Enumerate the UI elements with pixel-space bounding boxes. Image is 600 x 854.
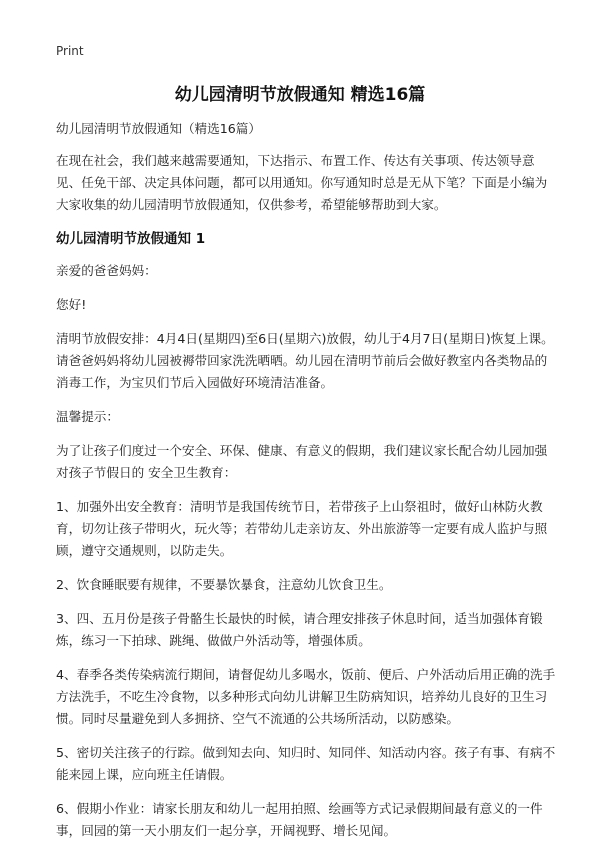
list-item: 4、春季各类传染病流行期间，请督促幼儿多喝水，饭前、便后、户外活动后用正确的洗手方法洗手，不吃生冷食物，以多种形式向幼儿讲解卫生防病知识，培养幼儿良好的卫生习惯。同时尽量避免到人多拥挤、空气不流通的公共场所活动，以防感染。 [56, 667, 556, 726]
list-item: 5、密切关注孩子的行踪。做到知去向、知归时、知同伴、知活动内容。孩子有事、有病不能来园上课，应向班主任请假。 [56, 745, 556, 782]
tips-intro-paragraph: 为了让孩子们度过一个安全、环保、健康、有意义的假期，我们建议家长配合幼儿园加强对孩子节假日的 安全卫生教育： [56, 443, 548, 480]
schedule-paragraph: 清明节放假安排：4月4日(星期四)至6日(星期六)放假，幼儿于4月7日(星期日)恢复上课。请爸爸妈妈将幼儿园被褥带回家洗洗晒晒。幼儿园在清明节前后会做好教室内各类物品的消毒工作，为宝贝们节后入园做好环境清洁准备。 [56, 331, 554, 390]
tips-label: 温馨提示： [56, 409, 119, 424]
intro-paragraph: 在现在社会，我们越来越需要通知，下达指示、布置工作、传达有关事项、传达领导意见、任免干部、决定具体问题，都可以用通知。你写通知时总是无从下笔？下面是小编为大家收集的幼儿园清明节放假通知，仅供参考，希望能够帮助到大家。 [56, 153, 548, 212]
list-item: 2、饮食睡眠要有规律，不要暴饮暴食，注意幼儿饮食卫生。 [56, 577, 392, 592]
document-subtitle: 幼儿园清明节放假通知（精选16篇） [56, 121, 261, 136]
list-item: 1、加强外出安全教育：清明节是我国传统节日，若带孩子上山祭祖时，做好山林防火教育，切勿让孩子带明火，玩火等；若带幼儿走亲访友、外出旅游等一定要有成人监护与照顾，遵守交通规则，以防走失。 [56, 499, 548, 558]
print-label[interactable]: Print [56, 44, 84, 58]
list-item: 3、四、五月份是孩子骨骼生长最快的时候，请合理安排孩子休息时间，适当加强体育锻炼，练习一下拍球、跳绳、做做户外活动等，增强体质。 [56, 611, 543, 648]
list-item: 6、假期小作业：请家长朋友和幼儿一起用拍照、绘画等方式记录假期间最有意义的一件事，回园的第一天小朋友们一起分享，开阔视野、增长见闻。 [56, 801, 543, 838]
document-body [56, 118, 556, 854]
section-heading: 幼儿园清明节放假通知 1 [56, 231, 206, 247]
greeting-paragraph: 亲爱的爸爸妈妈： [56, 263, 157, 278]
hello-paragraph: 您好! [56, 297, 87, 312]
page-title: 幼儿园清明节放假通知 精选16篇 [174, 85, 426, 105]
